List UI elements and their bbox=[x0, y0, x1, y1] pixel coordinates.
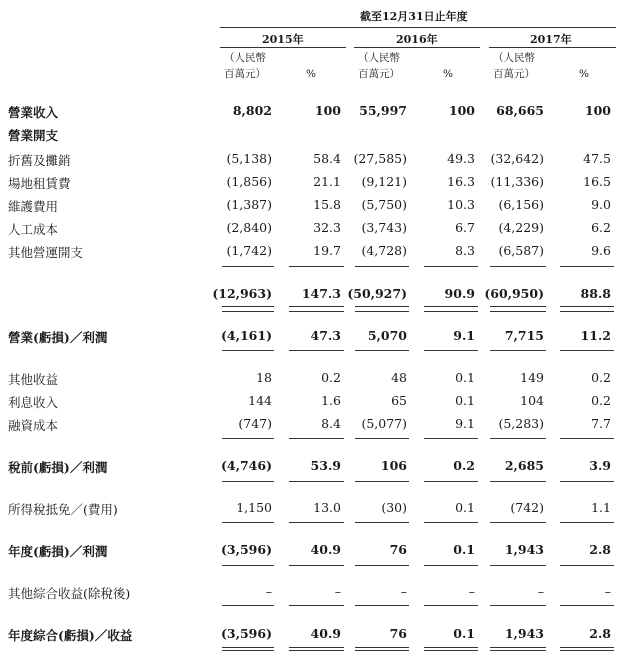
amount-cell: (6,587) bbox=[498, 243, 544, 258]
percent-cell: 9.0 bbox=[591, 197, 611, 212]
underline-rule bbox=[289, 306, 344, 307]
underline-rule bbox=[490, 565, 546, 566]
row-label: 折舊及攤銷 bbox=[8, 153, 71, 168]
year-rule-2016 bbox=[354, 47, 480, 48]
underline-rule bbox=[560, 650, 614, 651]
amount-cell: – bbox=[400, 584, 407, 599]
percent-cell: – bbox=[604, 584, 611, 599]
underline-rule bbox=[222, 481, 274, 482]
underline-rule bbox=[490, 306, 546, 307]
amount-cell: 65 bbox=[391, 393, 407, 408]
row-label: 其他營運開支 bbox=[8, 245, 84, 260]
row-label: 營業(虧損)／利潤 bbox=[8, 330, 108, 345]
amount-cell: (5,750) bbox=[361, 197, 407, 212]
percent-cell: 1.1 bbox=[591, 500, 611, 515]
underline-rule bbox=[490, 481, 546, 482]
percent-cell: 0.1 bbox=[453, 542, 475, 557]
amount-cell: (5,077) bbox=[361, 416, 407, 431]
amount-cell: (742) bbox=[510, 500, 544, 515]
row-label: 營業收入 bbox=[8, 105, 59, 120]
underline-rule bbox=[424, 311, 478, 312]
underline-rule bbox=[424, 605, 478, 606]
percent-cell: 16.3 bbox=[447, 174, 475, 189]
percent-cell: 40.9 bbox=[310, 626, 341, 641]
percent-cell: 53.9 bbox=[310, 458, 341, 473]
amount-cell: (9,121) bbox=[361, 174, 407, 189]
underline-rule bbox=[560, 350, 614, 351]
underline-rule bbox=[560, 266, 614, 267]
underline-rule bbox=[355, 481, 409, 482]
underline-rule bbox=[424, 565, 478, 566]
amount-cell: 1,150 bbox=[236, 500, 272, 515]
percent-cell: 47.3 bbox=[310, 328, 341, 343]
underline-rule bbox=[222, 311, 274, 312]
underline-rule bbox=[560, 438, 614, 439]
percent-cell: 15.8 bbox=[313, 197, 341, 212]
underline-rule bbox=[424, 266, 478, 267]
underline-rule bbox=[355, 311, 409, 312]
amount-cell: (27,585) bbox=[353, 151, 407, 166]
underline-rule bbox=[355, 650, 409, 651]
amount-cell: 1,943 bbox=[504, 626, 544, 641]
amount-cell: (60,950) bbox=[484, 286, 544, 301]
percent-cell: 40.9 bbox=[310, 542, 341, 557]
amount-cell: (4,746) bbox=[221, 458, 272, 473]
underline-rule bbox=[289, 438, 344, 439]
underline-rule bbox=[490, 605, 546, 606]
amount-cell: 144 bbox=[248, 393, 272, 408]
amount-cell: (4,728) bbox=[361, 243, 407, 258]
amount-cell: (3,596) bbox=[221, 626, 272, 641]
percent-cell: 9.1 bbox=[455, 416, 475, 431]
amount-cell: (32,642) bbox=[490, 151, 544, 166]
amount-cell: 48 bbox=[391, 370, 407, 385]
row-label: 其他收益 bbox=[8, 372, 59, 387]
amount-cell: 18 bbox=[256, 370, 272, 385]
underline-rule bbox=[560, 481, 614, 482]
amount-cell: (4,161) bbox=[221, 328, 272, 343]
underline-rule bbox=[222, 647, 274, 648]
percent-cell: 100 bbox=[314, 103, 341, 118]
unit-amount-2015: （人民幣 百萬元） bbox=[224, 52, 266, 80]
percent-cell: 9.6 bbox=[591, 243, 611, 258]
underline-rule bbox=[222, 266, 274, 267]
amount-cell: (2,840) bbox=[226, 220, 272, 235]
underline-rule bbox=[289, 650, 344, 651]
period-heading: 截至12月31日止年度 bbox=[360, 10, 468, 23]
underline-rule bbox=[424, 647, 478, 648]
underline-rule bbox=[560, 647, 614, 648]
percent-cell: 3.9 bbox=[589, 458, 611, 473]
unit-amount-2016: （人民幣 百萬元） bbox=[358, 52, 400, 80]
percent-cell: – bbox=[468, 584, 475, 599]
underline-rule bbox=[424, 350, 478, 351]
underline-rule bbox=[560, 306, 614, 307]
row-label: 稅前(虧損)／利潤 bbox=[8, 460, 108, 475]
amount-cell: (1,856) bbox=[226, 174, 272, 189]
underline-rule bbox=[560, 605, 614, 606]
underline-rule bbox=[222, 438, 274, 439]
underline-rule bbox=[222, 605, 274, 606]
underline-rule bbox=[355, 438, 409, 439]
percent-cell: 100 bbox=[448, 103, 475, 118]
percent-cell: 16.5 bbox=[583, 174, 611, 189]
amount-cell: 7,715 bbox=[504, 328, 544, 343]
amount-cell: – bbox=[537, 584, 544, 599]
percent-cell: 6.2 bbox=[591, 220, 611, 235]
underline-rule bbox=[424, 438, 478, 439]
amount-cell: (11,336) bbox=[490, 174, 544, 189]
percent-cell: 21.1 bbox=[313, 174, 341, 189]
amount-cell: 5,070 bbox=[367, 328, 407, 343]
underline-rule bbox=[560, 522, 614, 523]
year-2017: 2017年 bbox=[530, 33, 572, 46]
underline-rule bbox=[560, 565, 614, 566]
underline-rule bbox=[560, 311, 614, 312]
underline-rule bbox=[289, 605, 344, 606]
underline-rule bbox=[289, 565, 344, 566]
unit-percent-2017: % bbox=[579, 68, 589, 80]
underline-rule bbox=[289, 266, 344, 267]
percent-cell: 32.3 bbox=[313, 220, 341, 235]
underline-rule bbox=[355, 565, 409, 566]
percent-cell: 58.4 bbox=[313, 151, 341, 166]
underline-rule bbox=[222, 650, 274, 651]
amount-cell: (5,138) bbox=[226, 151, 272, 166]
amount-cell: 149 bbox=[520, 370, 544, 385]
amount-cell: (50,927) bbox=[347, 286, 407, 301]
amount-cell: 106 bbox=[380, 458, 407, 473]
year-2015: 2015年 bbox=[262, 33, 304, 46]
percent-cell: 47.5 bbox=[583, 151, 611, 166]
underline-rule bbox=[355, 266, 409, 267]
percent-cell: 0.2 bbox=[591, 393, 611, 408]
percent-cell: 11.2 bbox=[580, 328, 611, 343]
amount-cell: 76 bbox=[389, 542, 407, 557]
underline-rule bbox=[355, 306, 409, 307]
percent-cell: 0.2 bbox=[453, 458, 475, 473]
underline-rule bbox=[424, 481, 478, 482]
row-label: 維護費用 bbox=[8, 199, 59, 214]
percent-cell: 9.1 bbox=[453, 328, 475, 343]
underline-rule bbox=[424, 306, 478, 307]
amount-cell: (3,596) bbox=[221, 542, 272, 557]
unit-amount-2017: （人民幣 百萬元） bbox=[493, 52, 535, 80]
percent-cell: 0.2 bbox=[591, 370, 611, 385]
percent-cell: 2.8 bbox=[589, 542, 611, 557]
underline-rule bbox=[289, 647, 344, 648]
underline-rule bbox=[355, 647, 409, 648]
underline-rule bbox=[490, 650, 546, 651]
year-rule-2017 bbox=[489, 47, 616, 48]
percent-cell: 100 bbox=[584, 103, 611, 118]
percent-cell: 0.1 bbox=[453, 626, 475, 641]
percent-cell: 7.7 bbox=[591, 416, 611, 431]
year-2016: 2016年 bbox=[396, 33, 438, 46]
underline-rule bbox=[490, 350, 546, 351]
underline-rule bbox=[289, 481, 344, 482]
percent-cell: 10.3 bbox=[447, 197, 475, 212]
amount-cell: (12,963) bbox=[212, 286, 272, 301]
underline-rule bbox=[222, 306, 274, 307]
underline-rule bbox=[355, 522, 409, 523]
amount-cell: 104 bbox=[520, 393, 544, 408]
percent-cell: 8.3 bbox=[455, 243, 475, 258]
percent-cell: 0.1 bbox=[455, 393, 475, 408]
year-rule-2015 bbox=[220, 47, 346, 48]
row-label: 其他綜合收益(除稅後) bbox=[8, 586, 131, 601]
row-label: 場地租賃費 bbox=[8, 176, 71, 191]
row-label: 年度(虧損)／利潤 bbox=[8, 544, 108, 559]
percent-cell: 19.7 bbox=[313, 243, 341, 258]
percent-cell: 147.3 bbox=[301, 286, 341, 301]
row-label: 所得稅抵免／(費用) bbox=[8, 502, 118, 517]
amount-cell: (4,229) bbox=[498, 220, 544, 235]
underline-rule bbox=[289, 350, 344, 351]
percent-cell: 0.1 bbox=[455, 500, 475, 515]
amount-cell: – bbox=[265, 584, 272, 599]
amount-cell: (6,156) bbox=[498, 197, 544, 212]
amount-cell: (3,743) bbox=[361, 220, 407, 235]
amount-cell: 8,802 bbox=[232, 103, 272, 118]
percent-cell: 8.4 bbox=[321, 416, 341, 431]
percent-cell: 2.8 bbox=[589, 626, 611, 641]
row-label: 營業開支 bbox=[8, 128, 59, 143]
underline-rule bbox=[490, 311, 546, 312]
amount-cell: (5,283) bbox=[498, 416, 544, 431]
underline-rule bbox=[490, 438, 546, 439]
underline-rule bbox=[490, 522, 546, 523]
amount-cell: 55,997 bbox=[359, 103, 407, 118]
underline-rule bbox=[490, 266, 546, 267]
amount-cell: 76 bbox=[389, 626, 407, 641]
percent-cell: 0.1 bbox=[455, 370, 475, 385]
row-label: 年度綜合(虧損)／收益 bbox=[8, 628, 133, 643]
amount-cell: 2,685 bbox=[504, 458, 544, 473]
percent-cell: 90.9 bbox=[444, 286, 475, 301]
underline-rule bbox=[222, 565, 274, 566]
percent-cell: 13.0 bbox=[313, 500, 341, 515]
underline-rule bbox=[424, 650, 478, 651]
percent-cell: 1.6 bbox=[321, 393, 341, 408]
row-label: 人工成本 bbox=[8, 222, 59, 237]
underline-rule bbox=[490, 647, 546, 648]
percent-cell: 0.2 bbox=[321, 370, 341, 385]
percent-cell: 88.8 bbox=[580, 286, 611, 301]
underline-rule bbox=[355, 605, 409, 606]
row-label: 融資成本 bbox=[8, 418, 59, 433]
unit-percent-2015: % bbox=[306, 68, 316, 80]
amount-cell: (1,387) bbox=[226, 197, 272, 212]
underline-rule bbox=[355, 350, 409, 351]
amount-cell: (747) bbox=[238, 416, 272, 431]
unit-percent-2016: % bbox=[443, 68, 453, 80]
percent-cell: – bbox=[334, 584, 341, 599]
percent-cell: 6.7 bbox=[455, 220, 475, 235]
row-label: 利息收入 bbox=[8, 395, 59, 410]
amount-cell: 1,943 bbox=[504, 542, 544, 557]
underline-rule bbox=[222, 350, 274, 351]
percent-cell: 49.3 bbox=[447, 151, 475, 166]
amount-cell: 68,665 bbox=[496, 103, 544, 118]
header-rule bbox=[220, 27, 616, 28]
amount-cell: (30) bbox=[381, 500, 407, 515]
underline-rule bbox=[222, 522, 274, 523]
underline-rule bbox=[289, 311, 344, 312]
amount-cell: (1,742) bbox=[226, 243, 272, 258]
underline-rule bbox=[424, 522, 478, 523]
underline-rule bbox=[289, 522, 344, 523]
